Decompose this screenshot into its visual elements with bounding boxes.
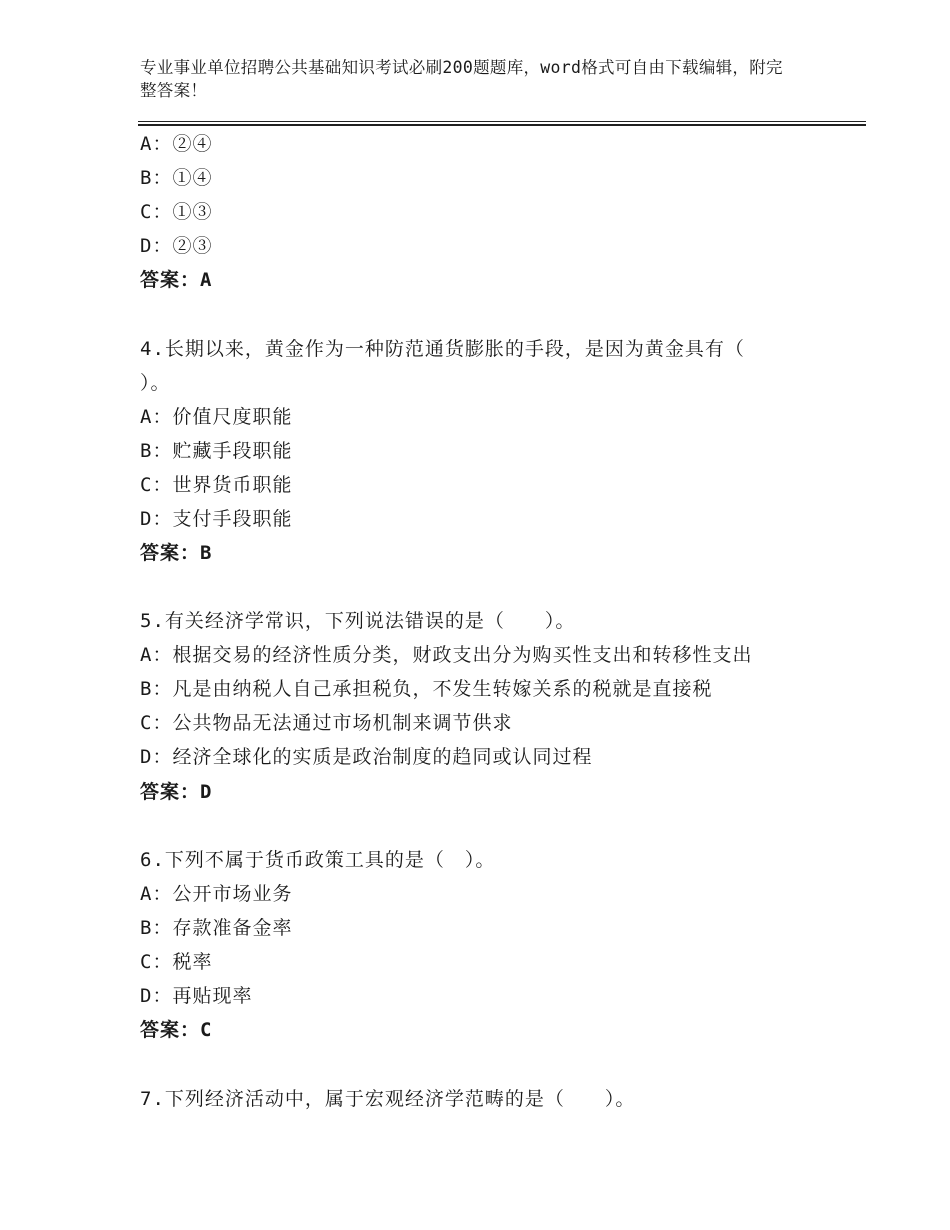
header-divider-thin <box>138 121 866 122</box>
q6-option-a: A：公开市场业务 <box>140 883 293 905</box>
q6-answer: 答案：C <box>140 1019 213 1041</box>
document-header-title: 专业事业单位招聘公共基础知识考试必刷200题题库，word格式可自由下载编辑，附完整答案！ <box>140 58 783 100</box>
q6-option-c: C：税率 <box>140 951 213 973</box>
q5-option-c: C：公共物品无法通过市场机制来调节供求 <box>140 712 513 734</box>
q3-option-c: C：①③ <box>140 201 213 223</box>
q4-option-c: C：世界货币职能 <box>140 474 293 496</box>
q6-option-b: B：存款准备金率 <box>140 917 293 939</box>
q6-option-d: D：再贴现率 <box>140 985 253 1007</box>
q4-question-line1: 4.长期以来，黄金作为一种防范通货膨胀的手段，是因为黄金具有（ <box>140 338 745 360</box>
q4-option-a: A：价值尺度职能 <box>140 406 293 428</box>
header-divider-thick <box>138 124 866 126</box>
q3-option-b: B：①④ <box>140 167 213 189</box>
q5-option-d: D：经济全球化的实质是政治制度的趋同或认同过程 <box>140 746 593 768</box>
q7-question: 7.下列经济活动中，属于宏观经济学范畴的是（ ）。 <box>140 1088 636 1110</box>
q3-option-d: D：②③ <box>140 235 213 257</box>
q4-answer: 答案：B <box>140 542 213 564</box>
q5-option-b: B：凡是由纳税人自己承担税负，不发生转嫁关系的税就是直接税 <box>140 678 713 700</box>
q3-option-a: A：②④ <box>140 133 213 155</box>
q5-option-a: A：根据交易的经济性质分类，财政支出分为购买性支出和转移性支出 <box>140 644 753 666</box>
q4-option-d: D：支付手段职能 <box>140 508 293 530</box>
q6-question: 6.下列不属于货币政策工具的是（ ）。 <box>140 849 496 871</box>
q3-answer: 答案：A <box>140 269 213 291</box>
q4-question-line2: ）。 <box>140 372 171 394</box>
q5-question: 5.有关经济学常识，下列说法错误的是（ ）。 <box>140 610 576 632</box>
q5-answer: 答案：D <box>140 781 213 803</box>
q4-option-b: B：贮藏手段职能 <box>140 440 293 462</box>
